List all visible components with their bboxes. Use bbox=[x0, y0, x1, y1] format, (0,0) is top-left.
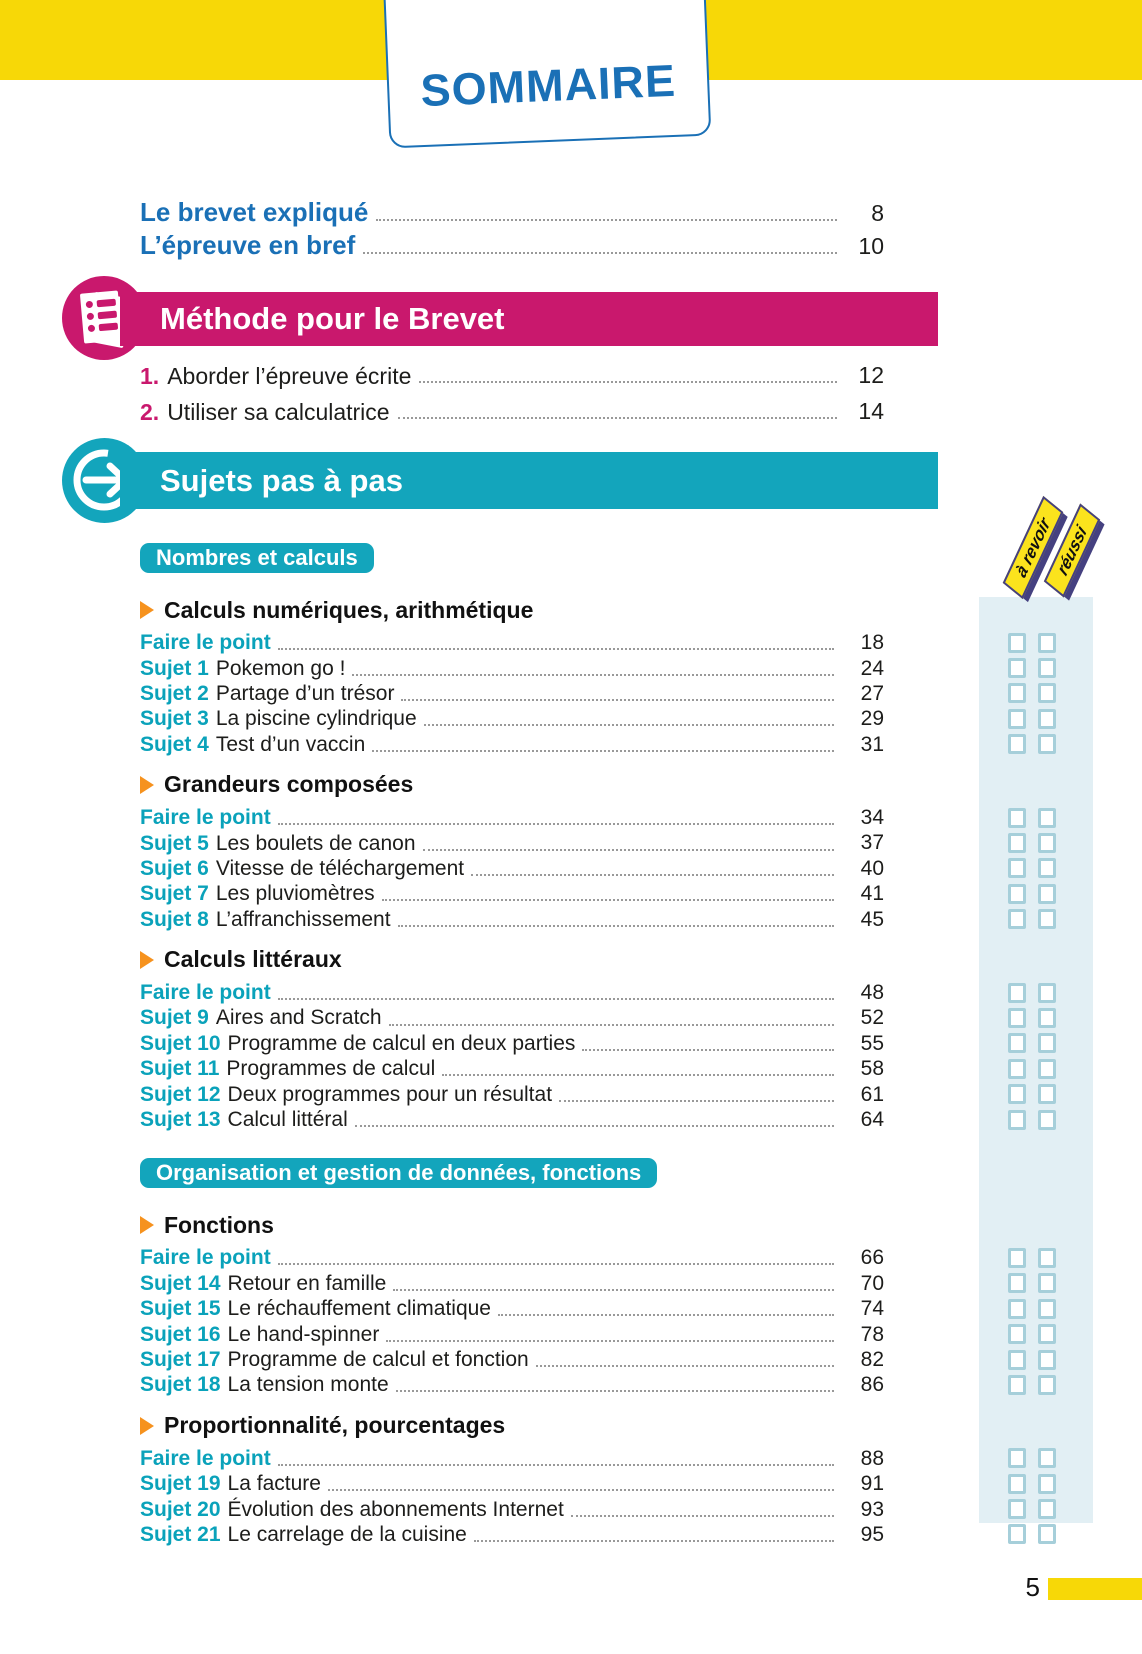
checkbox-pair bbox=[1008, 1524, 1056, 1544]
checkbox-reussi[interactable] bbox=[1038, 1375, 1056, 1395]
checkbox-reussi[interactable] bbox=[1038, 1499, 1056, 1519]
group bbox=[140, 771, 1093, 932]
dot-leader bbox=[278, 823, 834, 825]
toc-row bbox=[140, 1522, 1093, 1547]
checkbox-pair bbox=[1008, 1273, 1056, 1293]
checkbox-pair bbox=[1008, 1474, 1056, 1494]
group-heading-label: Calculs littéraux bbox=[164, 946, 342, 973]
checkbox-pair bbox=[1008, 1110, 1056, 1130]
toc-row-main bbox=[140, 657, 884, 680]
checkbox-pair bbox=[1008, 1033, 1056, 1053]
methode-item bbox=[140, 352, 884, 388]
checkbox-a-revoir[interactable] bbox=[1008, 808, 1026, 828]
toc-row-main bbox=[140, 981, 884, 1004]
group bbox=[140, 1412, 1093, 1548]
checkbox-reussi[interactable] bbox=[1038, 658, 1056, 678]
checkbox-a-revoir[interactable] bbox=[1008, 1248, 1026, 1268]
row-title: Les pluviomètres bbox=[215, 882, 375, 906]
row-label: Sujet 14 bbox=[140, 1271, 221, 1295]
page-ref: 86 bbox=[860, 1373, 884, 1397]
toc-row bbox=[140, 980, 1093, 1005]
group bbox=[140, 596, 1093, 757]
page-ref: 74 bbox=[860, 1297, 884, 1321]
checkbox-a-revoir[interactable] bbox=[1008, 1324, 1026, 1344]
dot-leader bbox=[498, 1314, 834, 1316]
dot-leader bbox=[442, 1074, 834, 1076]
page-ref: 55 bbox=[860, 1031, 884, 1055]
row-title: Le carrelage de la cuisine bbox=[227, 1522, 467, 1546]
toc-row bbox=[140, 1321, 1093, 1346]
checkbox-pair bbox=[1008, 833, 1056, 853]
checkbox-reussi[interactable] bbox=[1038, 1084, 1056, 1104]
toc-row bbox=[140, 1496, 1093, 1521]
row-title: Les boulets de canon bbox=[215, 831, 416, 855]
triangle-bullet-icon bbox=[140, 951, 154, 969]
page-ref: 10 bbox=[858, 232, 884, 259]
row-label: Sujet 18 bbox=[140, 1373, 221, 1397]
checkbox-pair bbox=[1008, 858, 1056, 878]
checkbox-a-revoir[interactable] bbox=[1008, 1033, 1026, 1053]
toc-row-main bbox=[140, 733, 884, 756]
sommaire-title-box bbox=[381, 0, 712, 148]
toc-row-main bbox=[140, 707, 884, 730]
dot-leader bbox=[471, 874, 834, 876]
checkbox-reussi[interactable] bbox=[1038, 1299, 1056, 1319]
toc-row-main bbox=[140, 631, 884, 654]
toc-row-main bbox=[140, 1006, 884, 1029]
checkbox-reussi[interactable] bbox=[1038, 884, 1056, 904]
checkbox-a-revoir[interactable] bbox=[1008, 1474, 1026, 1494]
row-label: Faire le point bbox=[140, 631, 271, 655]
page-ref: 29 bbox=[860, 707, 884, 731]
section-pill: Organisation et gestion de données, fonctions bbox=[140, 1158, 657, 1188]
row-label: Sujet 7 bbox=[140, 882, 209, 906]
toc-row-main bbox=[140, 1447, 884, 1470]
row-title: Calcul littéral bbox=[227, 1108, 348, 1132]
checkbox-a-revoir[interactable] bbox=[1008, 1499, 1026, 1519]
row-label: Sujet 6 bbox=[140, 856, 209, 880]
checkbox-pair bbox=[1008, 1499, 1056, 1519]
triangle-bullet-icon bbox=[140, 1417, 154, 1435]
toc-row-main bbox=[140, 682, 884, 705]
row-label: Faire le point bbox=[140, 806, 271, 830]
page-ref: 14 bbox=[858, 397, 884, 424]
row-title: Évolution des abonnements Internet bbox=[227, 1497, 564, 1521]
row-title: Deux programmes pour un résultat bbox=[227, 1082, 553, 1106]
toc-row-main bbox=[140, 1083, 884, 1106]
dot-leader bbox=[559, 1100, 834, 1102]
checkbox-reussi[interactable] bbox=[1038, 1448, 1056, 1468]
toc-row-main bbox=[140, 1032, 884, 1055]
page-ref: 82 bbox=[860, 1347, 884, 1371]
row-label: Sujet 17 bbox=[140, 1348, 221, 1371]
item-label: Aborder l’épreuve écrite bbox=[167, 362, 412, 389]
row-title: Test d’un vaccin bbox=[215, 732, 366, 756]
page-ref: 45 bbox=[860, 907, 884, 931]
dot-leader bbox=[372, 750, 834, 752]
group-heading bbox=[140, 596, 1093, 624]
row-label: Sujet 19 bbox=[140, 1472, 221, 1496]
checkbox-reussi[interactable] bbox=[1038, 1008, 1056, 1028]
row-title: Pokemon go ! bbox=[215, 656, 346, 680]
toc-row bbox=[140, 1005, 1093, 1030]
checkbox-pair bbox=[1008, 633, 1056, 653]
page-ref: 93 bbox=[860, 1497, 884, 1521]
toc-row bbox=[140, 1471, 1093, 1496]
toc-row-main bbox=[140, 882, 884, 905]
group-heading-label: Proportionnalité, pourcentages bbox=[164, 1412, 506, 1439]
row-label: Sujet 9 bbox=[140, 1006, 209, 1030]
toc-row-main bbox=[140, 1272, 884, 1295]
toc-row-main bbox=[140, 1057, 884, 1080]
toc-row bbox=[140, 681, 1093, 706]
toc-row-main bbox=[140, 806, 884, 829]
page-ref: 95 bbox=[860, 1522, 884, 1546]
intro-row bbox=[140, 193, 884, 226]
row-label: Sujet 4 bbox=[140, 732, 209, 756]
checkbox-a-revoir[interactable] bbox=[1008, 658, 1026, 678]
page-ref: 37 bbox=[860, 831, 884, 855]
checkbox-reussi[interactable] bbox=[1038, 1350, 1056, 1370]
toc-row bbox=[140, 1056, 1093, 1081]
toc-row-main bbox=[140, 857, 884, 880]
group-heading-label: Grandeurs composées bbox=[164, 771, 414, 798]
checkbox-a-revoir[interactable] bbox=[1008, 1524, 1026, 1544]
checkbox-pair bbox=[1008, 734, 1056, 754]
row-label: Sujet 8 bbox=[140, 907, 209, 931]
row-label: Faire le point bbox=[140, 981, 271, 1005]
toc-row-main bbox=[140, 1523, 884, 1546]
page-ref: 27 bbox=[860, 681, 884, 705]
page-ref: 64 bbox=[860, 1108, 884, 1131]
checkbox-reussi[interactable] bbox=[1038, 983, 1056, 1003]
toc-row bbox=[140, 1271, 1093, 1296]
dot-leader bbox=[393, 1289, 834, 1291]
dot-leader bbox=[396, 1390, 834, 1392]
checkbox-a-revoir[interactable] bbox=[1008, 833, 1026, 853]
checkbox-pair bbox=[1008, 1375, 1056, 1395]
toc-row-main bbox=[140, 1498, 884, 1521]
group-heading bbox=[140, 771, 1093, 799]
dot-leader bbox=[278, 648, 834, 650]
row-label: Sujet 1 bbox=[140, 656, 209, 680]
checkbox-pair bbox=[1008, 884, 1056, 904]
dot-leader bbox=[328, 1489, 834, 1491]
checkbox-pair bbox=[1008, 1324, 1056, 1344]
row-title: Aires and Scratch bbox=[215, 1006, 382, 1030]
dot-leader bbox=[536, 1365, 834, 1367]
triangle-bullet-icon bbox=[140, 776, 154, 794]
checkbox-reussi[interactable] bbox=[1038, 1324, 1056, 1344]
checkbox-pair bbox=[1008, 1059, 1056, 1079]
checkbox-a-revoir[interactable] bbox=[1008, 734, 1026, 754]
checkbox-pair bbox=[1008, 1350, 1056, 1370]
toc-row-main bbox=[140, 1348, 884, 1371]
checkbox-reussi[interactable] bbox=[1038, 833, 1056, 853]
row-title: Le réchauffement climatique bbox=[227, 1297, 491, 1321]
checkbox-pair bbox=[1008, 683, 1056, 703]
row-label: Faire le point bbox=[140, 1246, 271, 1270]
checkbox-reussi[interactable] bbox=[1038, 683, 1056, 703]
checkbox-pair bbox=[1008, 909, 1056, 929]
row-title: Partage d’un trésor bbox=[215, 681, 395, 705]
checkbox-a-revoir[interactable] bbox=[1008, 1008, 1026, 1028]
dot-leader bbox=[401, 699, 834, 701]
row-label: Sujet 21 bbox=[140, 1522, 221, 1546]
page-ref: 70 bbox=[860, 1271, 884, 1295]
checkbox-a-revoir[interactable] bbox=[1008, 1273, 1026, 1293]
checkbox-a-revoir[interactable] bbox=[1008, 1059, 1026, 1079]
page-ref: 88 bbox=[860, 1446, 884, 1470]
row-title: Retour en famille bbox=[227, 1271, 387, 1295]
methode-banner bbox=[120, 292, 938, 346]
row-label: Sujet 11 bbox=[140, 1057, 220, 1081]
row-title: La tension monte bbox=[227, 1373, 389, 1397]
checkbox-reussi[interactable] bbox=[1038, 1474, 1056, 1494]
methode-title: Méthode pour le Brevet bbox=[160, 301, 505, 336]
sujets-banner bbox=[120, 452, 938, 509]
row-title: Le hand-spinner bbox=[227, 1322, 380, 1346]
checkbox-a-revoir[interactable] bbox=[1008, 1299, 1026, 1319]
dot-leader bbox=[355, 1125, 834, 1127]
dot-leader bbox=[398, 417, 837, 419]
page-number: 5 bbox=[1025, 1572, 1040, 1602]
toc-row bbox=[140, 856, 1093, 881]
page-ref: 8 bbox=[871, 199, 884, 226]
ribbon-a-revoir-label: à revoir bbox=[1012, 513, 1054, 582]
checkbox-a-revoir[interactable] bbox=[1008, 1448, 1026, 1468]
checkbox-reussi[interactable] bbox=[1038, 1110, 1056, 1130]
checkbox-pair bbox=[1008, 983, 1056, 1003]
row-label: Sujet 15 bbox=[140, 1297, 221, 1321]
dot-leader bbox=[398, 925, 834, 927]
dot-leader bbox=[582, 1049, 834, 1051]
page-ref: 91 bbox=[860, 1472, 884, 1496]
group-heading bbox=[140, 1211, 1093, 1239]
dot-leader bbox=[363, 252, 837, 254]
page-ref: 48 bbox=[860, 981, 884, 1005]
checkbox-a-revoir[interactable] bbox=[1008, 633, 1026, 653]
toc-row-main bbox=[140, 1323, 884, 1346]
checkbox-a-revoir[interactable] bbox=[1008, 683, 1026, 703]
row-label: Sujet 20 bbox=[140, 1497, 221, 1521]
page-ref: 24 bbox=[860, 656, 884, 680]
sujets-sections bbox=[140, 543, 1093, 1547]
triangle-bullet-icon bbox=[140, 601, 154, 619]
row-title: Vitesse de téléchargement bbox=[215, 856, 465, 880]
toc-row-main bbox=[140, 831, 884, 854]
toc-row bbox=[140, 630, 1093, 655]
checkbox-reussi[interactable] bbox=[1038, 633, 1056, 653]
checkbox-reussi[interactable] bbox=[1038, 1248, 1056, 1268]
toc-row bbox=[140, 706, 1093, 731]
intro-list bbox=[140, 193, 884, 259]
intro-label: Le brevet expliqué bbox=[140, 196, 369, 227]
checkbox-reussi[interactable] bbox=[1038, 909, 1056, 929]
sujets-content bbox=[140, 513, 1093, 1547]
methode-items bbox=[140, 352, 884, 424]
row-title: Programme de calcul et fonction bbox=[227, 1348, 529, 1371]
checkbox-pair bbox=[1008, 1448, 1056, 1468]
checkbox-pair bbox=[1008, 709, 1056, 729]
dot-leader bbox=[278, 1464, 834, 1466]
toc-row bbox=[140, 1081, 1093, 1106]
row-label: Faire le point bbox=[140, 1446, 271, 1470]
page-ref: 61 bbox=[860, 1082, 884, 1106]
page-ref: 12 bbox=[858, 361, 884, 388]
toc-row bbox=[140, 1296, 1093, 1321]
dot-leader bbox=[423, 849, 834, 851]
row-label: Sujet 5 bbox=[140, 831, 209, 855]
toc-row-main bbox=[140, 1472, 884, 1495]
row-label: Sujet 2 bbox=[140, 681, 209, 705]
checkbox-reussi[interactable] bbox=[1038, 1059, 1056, 1079]
group bbox=[140, 1211, 1093, 1397]
row-label: Sujet 10 bbox=[140, 1031, 221, 1055]
row-title: Programmes de calcul bbox=[226, 1057, 436, 1081]
checkbox-pair bbox=[1008, 1084, 1056, 1104]
checkbox-reussi[interactable] bbox=[1038, 858, 1056, 878]
row-title: La facture bbox=[227, 1472, 321, 1496]
group-heading bbox=[140, 946, 1093, 974]
toc-row-main bbox=[140, 1108, 884, 1131]
toc-row bbox=[140, 1031, 1093, 1056]
page-ref: 78 bbox=[860, 1322, 884, 1346]
toc-row-main bbox=[140, 1297, 884, 1320]
dot-leader bbox=[571, 1515, 834, 1517]
toc-row-main bbox=[140, 1246, 884, 1269]
group-heading-label: Calculs numériques, arithmétique bbox=[164, 596, 534, 623]
checkbox-pair bbox=[1008, 658, 1056, 678]
dot-leader bbox=[424, 724, 834, 726]
toc-row bbox=[140, 881, 1093, 906]
ribbon-reussi-label: réussi bbox=[1053, 521, 1090, 580]
row-label: Sujet 12 bbox=[140, 1082, 221, 1106]
toc-row-main bbox=[140, 908, 884, 931]
dot-leader bbox=[278, 1263, 834, 1265]
section bbox=[140, 1158, 1093, 1547]
checkbox-a-revoir[interactable] bbox=[1008, 1375, 1026, 1395]
toc-row-main bbox=[140, 1373, 884, 1396]
checkbox-reussi[interactable] bbox=[1038, 1273, 1056, 1293]
dot-leader bbox=[474, 1540, 834, 1542]
intro-row bbox=[140, 226, 884, 259]
checkbox-reussi[interactable] bbox=[1038, 1524, 1056, 1544]
page-ref: 31 bbox=[860, 732, 884, 756]
row-title: Programme de calcul en deux parties bbox=[227, 1031, 576, 1055]
row-label: Sujet 13 bbox=[140, 1108, 221, 1132]
dot-leader bbox=[386, 1340, 834, 1342]
page-ref: 52 bbox=[860, 1006, 884, 1030]
toc-row bbox=[140, 1372, 1093, 1397]
checkbox-a-revoir[interactable] bbox=[1008, 1084, 1026, 1104]
checkbox-reussi[interactable] bbox=[1038, 808, 1056, 828]
page-ref: 66 bbox=[860, 1246, 884, 1270]
intro-label: L’épreuve en bref bbox=[140, 229, 356, 260]
item-number: 1. bbox=[140, 362, 160, 389]
dot-leader bbox=[376, 219, 837, 221]
dot-leader bbox=[419, 381, 837, 383]
checkbox-a-revoir[interactable] bbox=[1008, 884, 1026, 904]
page-ref: 18 bbox=[860, 631, 884, 655]
item-label: Utiliser sa calculatrice bbox=[167, 398, 390, 425]
item-number: 2. bbox=[140, 398, 160, 425]
row-label: Sujet 16 bbox=[140, 1322, 221, 1346]
checkbox-a-revoir[interactable] bbox=[1008, 1110, 1026, 1130]
dot-leader bbox=[389, 1024, 834, 1026]
checkbox-a-revoir[interactable] bbox=[1008, 858, 1026, 878]
dot-leader bbox=[278, 998, 834, 1000]
group-heading bbox=[140, 1412, 1093, 1440]
checkbox-pair bbox=[1008, 808, 1056, 828]
section-pill: Nombres et calculs bbox=[140, 543, 374, 573]
row-label: Sujet 3 bbox=[140, 707, 209, 731]
section bbox=[140, 543, 1093, 1132]
toc-row bbox=[140, 830, 1093, 855]
checkbox-pair bbox=[1008, 1008, 1056, 1028]
checkbox-reussi[interactable] bbox=[1038, 1033, 1056, 1053]
dot-leader bbox=[352, 674, 834, 676]
checkbox-reussi[interactable] bbox=[1038, 709, 1056, 729]
toc-row bbox=[140, 732, 1093, 757]
page-ref: 58 bbox=[860, 1057, 884, 1081]
toc-row bbox=[140, 1446, 1093, 1471]
triangle-bullet-icon bbox=[140, 1216, 154, 1234]
toc-row bbox=[140, 805, 1093, 830]
toc-row bbox=[140, 1245, 1093, 1270]
toc-row bbox=[140, 655, 1093, 680]
dot-leader bbox=[382, 899, 834, 901]
checkbox-pair bbox=[1008, 1299, 1056, 1319]
sujets-title: Sujets pas à pas bbox=[160, 462, 403, 498]
toc-row bbox=[140, 907, 1093, 932]
checkbox-a-revoir[interactable] bbox=[1008, 1350, 1026, 1370]
group bbox=[140, 946, 1093, 1132]
page-ref: 41 bbox=[860, 882, 884, 906]
checkbox-pair bbox=[1008, 1248, 1056, 1268]
row-title: La piscine cylindrique bbox=[215, 707, 417, 731]
checkbox-a-revoir[interactable] bbox=[1008, 709, 1026, 729]
page-number-bar bbox=[1048, 1578, 1142, 1600]
toc-row bbox=[140, 1107, 1093, 1132]
page-ref: 40 bbox=[860, 856, 884, 880]
toc-row bbox=[140, 1347, 1093, 1372]
checkbox-a-revoir[interactable] bbox=[1008, 909, 1026, 929]
page-ref: 34 bbox=[860, 806, 884, 830]
checkbox-a-revoir[interactable] bbox=[1008, 983, 1026, 1003]
checkbox-reussi[interactable] bbox=[1038, 734, 1056, 754]
row-title: L’affranchissement bbox=[215, 907, 391, 931]
page-title: SOMMAIRE bbox=[419, 54, 677, 117]
group-heading-label: Fonctions bbox=[164, 1211, 274, 1238]
methode-item bbox=[140, 388, 884, 424]
